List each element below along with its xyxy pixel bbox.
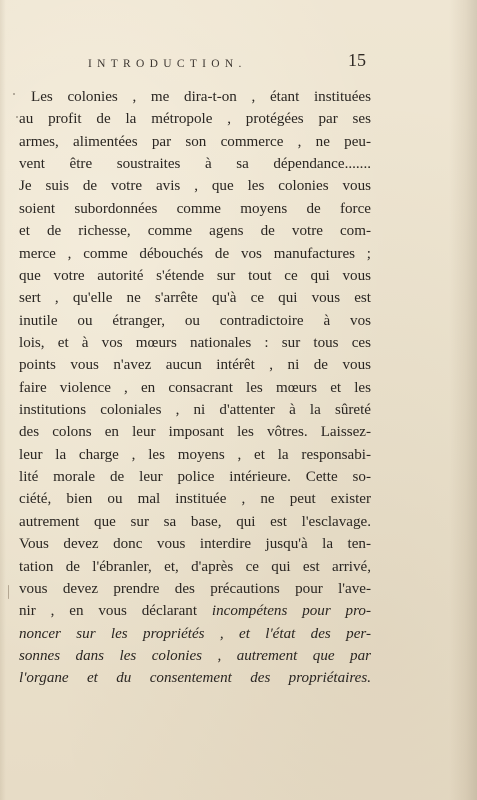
text-line: des colons en leur imposant les vôtres. Laissez- <box>19 424 371 441</box>
page-gutter-shadow <box>449 0 477 800</box>
text-line: vent être soustraites à sa dépendance....... <box>19 156 371 173</box>
text-line: tation de l'ébranler, et, d'après ce qui est arrivé, <box>19 558 371 575</box>
text-segment-roman: nir , en vous déclarant <box>19 603 198 620</box>
text-line: Je suis de votre avis , que les colonies vous <box>19 178 371 195</box>
text-line: lité morale de leur police intérieure. Cette so- <box>19 469 371 486</box>
text-line: que votre autorité s'étende sur tout ce qui vous <box>19 267 371 284</box>
text-line: autrement que sur sa base, qui est l'esclavage. <box>19 513 371 530</box>
body-text <box>19 86 371 690</box>
text-line: soient subordonnées comme moyens de force <box>19 200 371 217</box>
text-line: au profit de la métropole , protégées par ses <box>19 111 371 128</box>
text-line: faire violence , en consacrant les mœurs et les <box>19 379 371 396</box>
text-line: armes, alimentées par son commerce , ne peu- <box>19 133 371 150</box>
paper-speck <box>13 93 15 95</box>
text-line: lois, et à vos mœurs nationales : sur tous ces <box>19 334 371 351</box>
text-line: merce , comme débouchés de vos manufactures ; <box>19 245 371 262</box>
page-number: 15 <box>348 50 366 70</box>
text-line-mixed <box>19 600 371 622</box>
text-line: vous devez prendre des précautions pour l'ave- <box>19 580 371 597</box>
paper-mark <box>8 585 9 599</box>
text-line: Les colonies , me dira-t-on , étant instituées <box>31 89 371 105</box>
text-line: Vous devez donc vous interdire jusqu'à la ten- <box>19 536 371 553</box>
text-line: ciété, bien ou mal instituée , ne peut exister <box>19 491 371 508</box>
text-line-italic: sonnes dans les colonies , autrement que par <box>19 647 371 664</box>
page-left-edge <box>0 0 6 800</box>
paper-speck <box>16 116 18 118</box>
text-line: et de richesse, comme agens de votre com- <box>19 223 371 240</box>
text-line-italic: noncer sur les propriétés , et l'état des per- <box>19 625 371 642</box>
text-line-italic: l'organe et du consentement des propriétaires. <box>19 670 371 687</box>
running-header: INTRODUCTION. <box>88 58 247 70</box>
text-line: sert , qu'elle ne s'arrête qu'à ce qui vous est <box>19 290 371 307</box>
text-segment-italic: incompétens pour pro- <box>211 603 371 620</box>
text-line: points vous n'avez aucun intérêt , ni de vous <box>19 357 371 374</box>
text-line: inutile ou étranger, ou contradictoire à vos <box>19 312 371 329</box>
text-line: leur la charge , les moyens , et la responsabi- <box>19 446 371 463</box>
text-line: institutions coloniales , ni d'attenter à la sûreté <box>19 402 371 419</box>
